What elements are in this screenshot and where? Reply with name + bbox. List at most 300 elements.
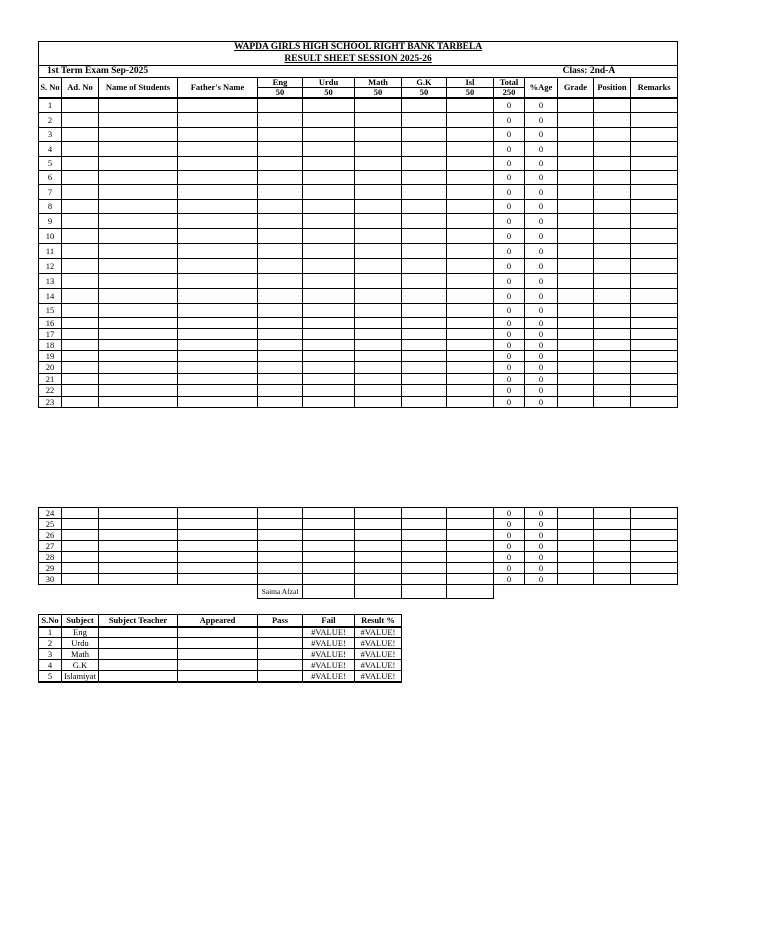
cell-urdu[interactable] [303,574,355,585]
cell-gk[interactable] [402,530,447,541]
cell-isl[interactable] [447,374,494,385]
cell-name[interactable] [99,362,178,374]
cell-adno[interactable] [62,340,99,351]
cell-math[interactable] [355,374,402,385]
cell-name[interactable] [99,563,178,574]
cell-father[interactable] [178,304,258,318]
cell-grade[interactable] [558,229,594,244]
cell-father[interactable] [178,563,258,574]
cell-gk[interactable] [402,113,447,128]
cell-eng[interactable] [258,530,303,541]
cell-father[interactable] [178,552,258,563]
cell-position[interactable] [594,351,631,362]
cell-father[interactable] [178,541,258,552]
cell-adno[interactable] [62,128,99,142]
cell-remarks[interactable] [631,530,678,541]
cell-adno[interactable] [62,113,99,128]
cell-remarks[interactable] [631,98,678,113]
cell-father[interactable] [178,362,258,374]
cell-eng[interactable] [258,214,303,229]
cell-isl[interactable] [447,351,494,362]
cell-urdu[interactable] [303,171,355,185]
cell-name[interactable] [99,574,178,585]
cell-gk[interactable] [402,329,447,340]
cell-position[interactable] [594,142,631,157]
cell-position[interactable] [594,374,631,385]
cell-grade[interactable] [558,113,594,128]
cell-remarks[interactable] [631,340,678,351]
cell-position[interactable] [594,157,631,171]
cell-father[interactable] [178,519,258,530]
cell-isl[interactable] [447,244,494,259]
cell-grade[interactable] [558,98,594,113]
cell-urdu[interactable] [303,142,355,157]
cell-gk[interactable] [402,351,447,362]
cell-grade[interactable] [558,351,594,362]
cell-name[interactable] [99,274,178,289]
cell-position[interactable] [594,563,631,574]
cell-gk[interactable] [402,362,447,374]
cell-isl[interactable] [447,98,494,113]
cell-remarks[interactable] [631,171,678,185]
cell-grade[interactable] [558,397,594,408]
cell-position[interactable] [594,113,631,128]
summary-cell-blank[interactable] [99,649,178,660]
cell-grade[interactable] [558,374,594,385]
cell-eng[interactable] [258,552,303,563]
cell-adno[interactable] [62,541,99,552]
cell-adno[interactable] [62,397,99,408]
cell-eng[interactable] [258,185,303,200]
cell-gk[interactable] [402,289,447,304]
cell-eng[interactable] [258,508,303,519]
cell-eng[interactable] [258,351,303,362]
cell-urdu[interactable] [303,229,355,244]
summary-cell-blank[interactable] [178,671,258,682]
cell-position[interactable] [594,385,631,397]
cell-isl[interactable] [447,574,494,585]
cell-adno[interactable] [62,374,99,385]
cell-math[interactable] [355,185,402,200]
cell-remarks[interactable] [631,329,678,340]
cell-math[interactable] [355,351,402,362]
cell-math[interactable] [355,200,402,214]
cell-remarks[interactable] [631,397,678,408]
cell-isl[interactable] [447,519,494,530]
cell-urdu[interactable] [303,274,355,289]
cell-grade[interactable] [558,244,594,259]
cell-gk[interactable] [402,397,447,408]
cell-urdu[interactable] [303,289,355,304]
cell-grade[interactable] [558,171,594,185]
cell-father[interactable] [178,98,258,113]
cell-eng[interactable] [258,244,303,259]
cell-math[interactable] [355,508,402,519]
cell-grade[interactable] [558,318,594,329]
cell-urdu[interactable] [303,98,355,113]
summary-cell-blank[interactable] [178,627,258,638]
cell-remarks[interactable] [631,200,678,214]
cell-grade[interactable] [558,128,594,142]
cell-isl[interactable] [447,214,494,229]
cell-math[interactable] [355,304,402,318]
cell-grade[interactable] [558,508,594,519]
cell-eng[interactable] [258,397,303,408]
cell-grade[interactable] [558,552,594,563]
summary-cell-blank[interactable] [178,649,258,660]
cell-remarks[interactable] [631,362,678,374]
cell-gk[interactable] [402,508,447,519]
cell-math[interactable] [355,98,402,113]
cell-grade[interactable] [558,340,594,351]
cell-math[interactable] [355,340,402,351]
cell-name[interactable] [99,171,178,185]
cell-remarks[interactable] [631,274,678,289]
cell-position[interactable] [594,304,631,318]
cell-position[interactable] [594,259,631,274]
cell-position[interactable] [594,574,631,585]
cell-gk[interactable] [402,98,447,113]
cell-urdu[interactable] [303,351,355,362]
cell-remarks[interactable] [631,244,678,259]
cell-isl[interactable] [447,274,494,289]
cell-position[interactable] [594,244,631,259]
cell-math[interactable] [355,259,402,274]
cell-father[interactable] [178,530,258,541]
cell-urdu[interactable] [303,508,355,519]
cell-grade[interactable] [558,563,594,574]
cell-gk[interactable] [402,541,447,552]
cell-position[interactable] [594,340,631,351]
cell-grade[interactable] [558,541,594,552]
cell-math[interactable] [355,329,402,340]
cell-adno[interactable] [62,329,99,340]
cell-grade[interactable] [558,289,594,304]
cell-father[interactable] [178,113,258,128]
cell-father[interactable] [178,574,258,585]
cell-adno[interactable] [62,185,99,200]
cell-adno[interactable] [62,351,99,362]
cell-gk[interactable] [402,157,447,171]
cell-eng[interactable] [258,574,303,585]
cell-math[interactable] [355,530,402,541]
cell-eng[interactable] [258,157,303,171]
cell-math[interactable] [355,552,402,563]
cell-name[interactable] [99,397,178,408]
summary-cell-blank[interactable] [178,638,258,649]
cell-position[interactable] [594,98,631,113]
cell-position[interactable] [594,289,631,304]
cell-adno[interactable] [62,508,99,519]
cell-father[interactable] [178,244,258,259]
cell-urdu[interactable] [303,552,355,563]
cell-math[interactable] [355,229,402,244]
cell-eng[interactable] [258,113,303,128]
cell-isl[interactable] [447,157,494,171]
cell-isl[interactable] [447,229,494,244]
cell-isl[interactable] [447,113,494,128]
cell-grade[interactable] [558,304,594,318]
cell-adno[interactable] [62,200,99,214]
summary-cell-blank[interactable] [258,649,303,660]
cell-urdu[interactable] [303,541,355,552]
cell-adno[interactable] [62,563,99,574]
cell-father[interactable] [178,259,258,274]
cell-isl[interactable] [447,318,494,329]
cell-name[interactable] [99,98,178,113]
cell-adno[interactable] [62,574,99,585]
cell-name[interactable] [99,214,178,229]
cell-eng[interactable] [258,318,303,329]
cell-urdu[interactable] [303,259,355,274]
cell-eng[interactable] [258,362,303,374]
cell-father[interactable] [178,508,258,519]
cell-father[interactable] [178,318,258,329]
cell-gk[interactable] [402,374,447,385]
cell-name[interactable] [99,340,178,351]
cell-math[interactable] [355,318,402,329]
cell-eng[interactable] [258,200,303,214]
cell-remarks[interactable] [631,374,678,385]
cell-name[interactable] [99,229,178,244]
cell-isl[interactable] [447,142,494,157]
cell-isl[interactable] [447,329,494,340]
cell-isl[interactable] [447,541,494,552]
cell-urdu[interactable] [303,157,355,171]
cell-urdu[interactable] [303,385,355,397]
cell-eng[interactable] [258,541,303,552]
cell-grade[interactable] [558,385,594,397]
cell-urdu[interactable] [303,519,355,530]
cell-isl[interactable] [447,289,494,304]
cell-gk[interactable] [402,244,447,259]
cell-father[interactable] [178,329,258,340]
cell-position[interactable] [594,508,631,519]
cell-adno[interactable] [62,362,99,374]
cell-adno[interactable] [62,304,99,318]
cell-father[interactable] [178,200,258,214]
cell-urdu[interactable] [303,340,355,351]
cell-isl[interactable] [447,362,494,374]
cell-urdu[interactable] [303,374,355,385]
cell-name[interactable] [99,541,178,552]
cell-eng[interactable] [258,274,303,289]
cell-grade[interactable] [558,530,594,541]
cell-position[interactable] [594,185,631,200]
cell-name[interactable] [99,244,178,259]
cell-grade[interactable] [558,259,594,274]
cell-adno[interactable] [62,142,99,157]
cell-father[interactable] [178,171,258,185]
cell-urdu[interactable] [303,563,355,574]
cell-gk[interactable] [402,185,447,200]
cell-remarks[interactable] [631,552,678,563]
cell-math[interactable] [355,171,402,185]
cell-gk[interactable] [402,385,447,397]
cell-eng[interactable] [258,563,303,574]
cell-adno[interactable] [62,171,99,185]
cell-eng[interactable] [258,304,303,318]
cell-urdu[interactable] [303,200,355,214]
cell-eng[interactable] [258,171,303,185]
cell-grade[interactable] [558,157,594,171]
cell-urdu[interactable] [303,318,355,329]
cell-position[interactable] [594,200,631,214]
cell-position[interactable] [594,397,631,408]
cell-remarks[interactable] [631,229,678,244]
cell-gk[interactable] [402,142,447,157]
cell-remarks[interactable] [631,508,678,519]
cell-remarks[interactable] [631,214,678,229]
cell-name[interactable] [99,200,178,214]
cell-gk[interactable] [402,318,447,329]
cell-adno[interactable] [62,214,99,229]
cell-position[interactable] [594,214,631,229]
cell-adno[interactable] [62,552,99,563]
cell-math[interactable] [355,157,402,171]
cell-name[interactable] [99,374,178,385]
cell-gk[interactable] [402,340,447,351]
cell-eng[interactable] [258,374,303,385]
cell-isl[interactable] [447,530,494,541]
cell-father[interactable] [178,385,258,397]
cell-father[interactable] [178,185,258,200]
summary-cell-blank[interactable] [99,627,178,638]
cell-remarks[interactable] [631,574,678,585]
summary-cell-blank[interactable] [258,627,303,638]
summary-cell-blank[interactable] [258,660,303,671]
cell-adno[interactable] [62,519,99,530]
cell-remarks[interactable] [631,318,678,329]
cell-position[interactable] [594,519,631,530]
cell-grade[interactable] [558,274,594,289]
cell-math[interactable] [355,519,402,530]
cell-name[interactable] [99,128,178,142]
cell-gk[interactable] [402,574,447,585]
cell-urdu[interactable] [303,329,355,340]
cell-name[interactable] [99,329,178,340]
cell-adno[interactable] [62,274,99,289]
cell-eng[interactable] [258,519,303,530]
summary-cell-blank[interactable] [99,660,178,671]
cell-gk[interactable] [402,259,447,274]
cell-position[interactable] [594,229,631,244]
cell-isl[interactable] [447,185,494,200]
cell-eng[interactable] [258,98,303,113]
cell-grade[interactable] [558,519,594,530]
cell-father[interactable] [178,289,258,304]
cell-math[interactable] [355,142,402,157]
cell-math[interactable] [355,128,402,142]
cell-urdu[interactable] [303,397,355,408]
cell-isl[interactable] [447,304,494,318]
summary-cell-blank[interactable] [99,638,178,649]
cell-eng[interactable] [258,385,303,397]
cell-math[interactable] [355,397,402,408]
cell-grade[interactable] [558,200,594,214]
cell-position[interactable] [594,128,631,142]
cell-name[interactable] [99,289,178,304]
cell-adno[interactable] [62,530,99,541]
cell-math[interactable] [355,214,402,229]
cell-adno[interactable] [62,157,99,171]
cell-father[interactable] [178,340,258,351]
cell-name[interactable] [99,530,178,541]
cell-name[interactable] [99,142,178,157]
cell-father[interactable] [178,128,258,142]
cell-urdu[interactable] [303,214,355,229]
cell-isl[interactable] [447,259,494,274]
cell-isl[interactable] [447,385,494,397]
cell-remarks[interactable] [631,289,678,304]
cell-name[interactable] [99,113,178,128]
cell-eng[interactable] [258,128,303,142]
cell-math[interactable] [355,385,402,397]
cell-name[interactable] [99,552,178,563]
cell-father[interactable] [178,142,258,157]
cell-isl[interactable] [447,563,494,574]
cell-gk[interactable] [402,552,447,563]
cell-name[interactable] [99,259,178,274]
cell-position[interactable] [594,530,631,541]
cell-grade[interactable] [558,214,594,229]
cell-name[interactable] [99,304,178,318]
cell-remarks[interactable] [631,185,678,200]
cell-urdu[interactable] [303,362,355,374]
cell-math[interactable] [355,274,402,289]
cell-remarks[interactable] [631,259,678,274]
cell-father[interactable] [178,157,258,171]
cell-adno[interactable] [62,98,99,113]
cell-father[interactable] [178,214,258,229]
cell-math[interactable] [355,289,402,304]
cell-gk[interactable] [402,214,447,229]
cell-remarks[interactable] [631,142,678,157]
cell-remarks[interactable] [631,157,678,171]
cell-grade[interactable] [558,185,594,200]
cell-gk[interactable] [402,304,447,318]
cell-grade[interactable] [558,142,594,157]
cell-urdu[interactable] [303,113,355,128]
cell-name[interactable] [99,508,178,519]
cell-gk[interactable] [402,200,447,214]
cell-isl[interactable] [447,171,494,185]
cell-isl[interactable] [447,552,494,563]
summary-cell-blank[interactable] [258,671,303,682]
cell-name[interactable] [99,157,178,171]
cell-adno[interactable] [62,259,99,274]
summary-cell-blank[interactable] [258,638,303,649]
cell-isl[interactable] [447,200,494,214]
cell-remarks[interactable] [631,563,678,574]
cell-remarks[interactable] [631,113,678,128]
summary-cell-blank[interactable] [178,660,258,671]
cell-urdu[interactable] [303,128,355,142]
cell-math[interactable] [355,563,402,574]
cell-adno[interactable] [62,289,99,304]
cell-father[interactable] [178,374,258,385]
cell-father[interactable] [178,229,258,244]
cell-urdu[interactable] [303,185,355,200]
cell-grade[interactable] [558,362,594,374]
cell-adno[interactable] [62,229,99,244]
cell-father[interactable] [178,397,258,408]
cell-urdu[interactable] [303,244,355,259]
cell-eng[interactable] [258,329,303,340]
cell-gk[interactable] [402,519,447,530]
cell-isl[interactable] [447,397,494,408]
cell-math[interactable] [355,244,402,259]
